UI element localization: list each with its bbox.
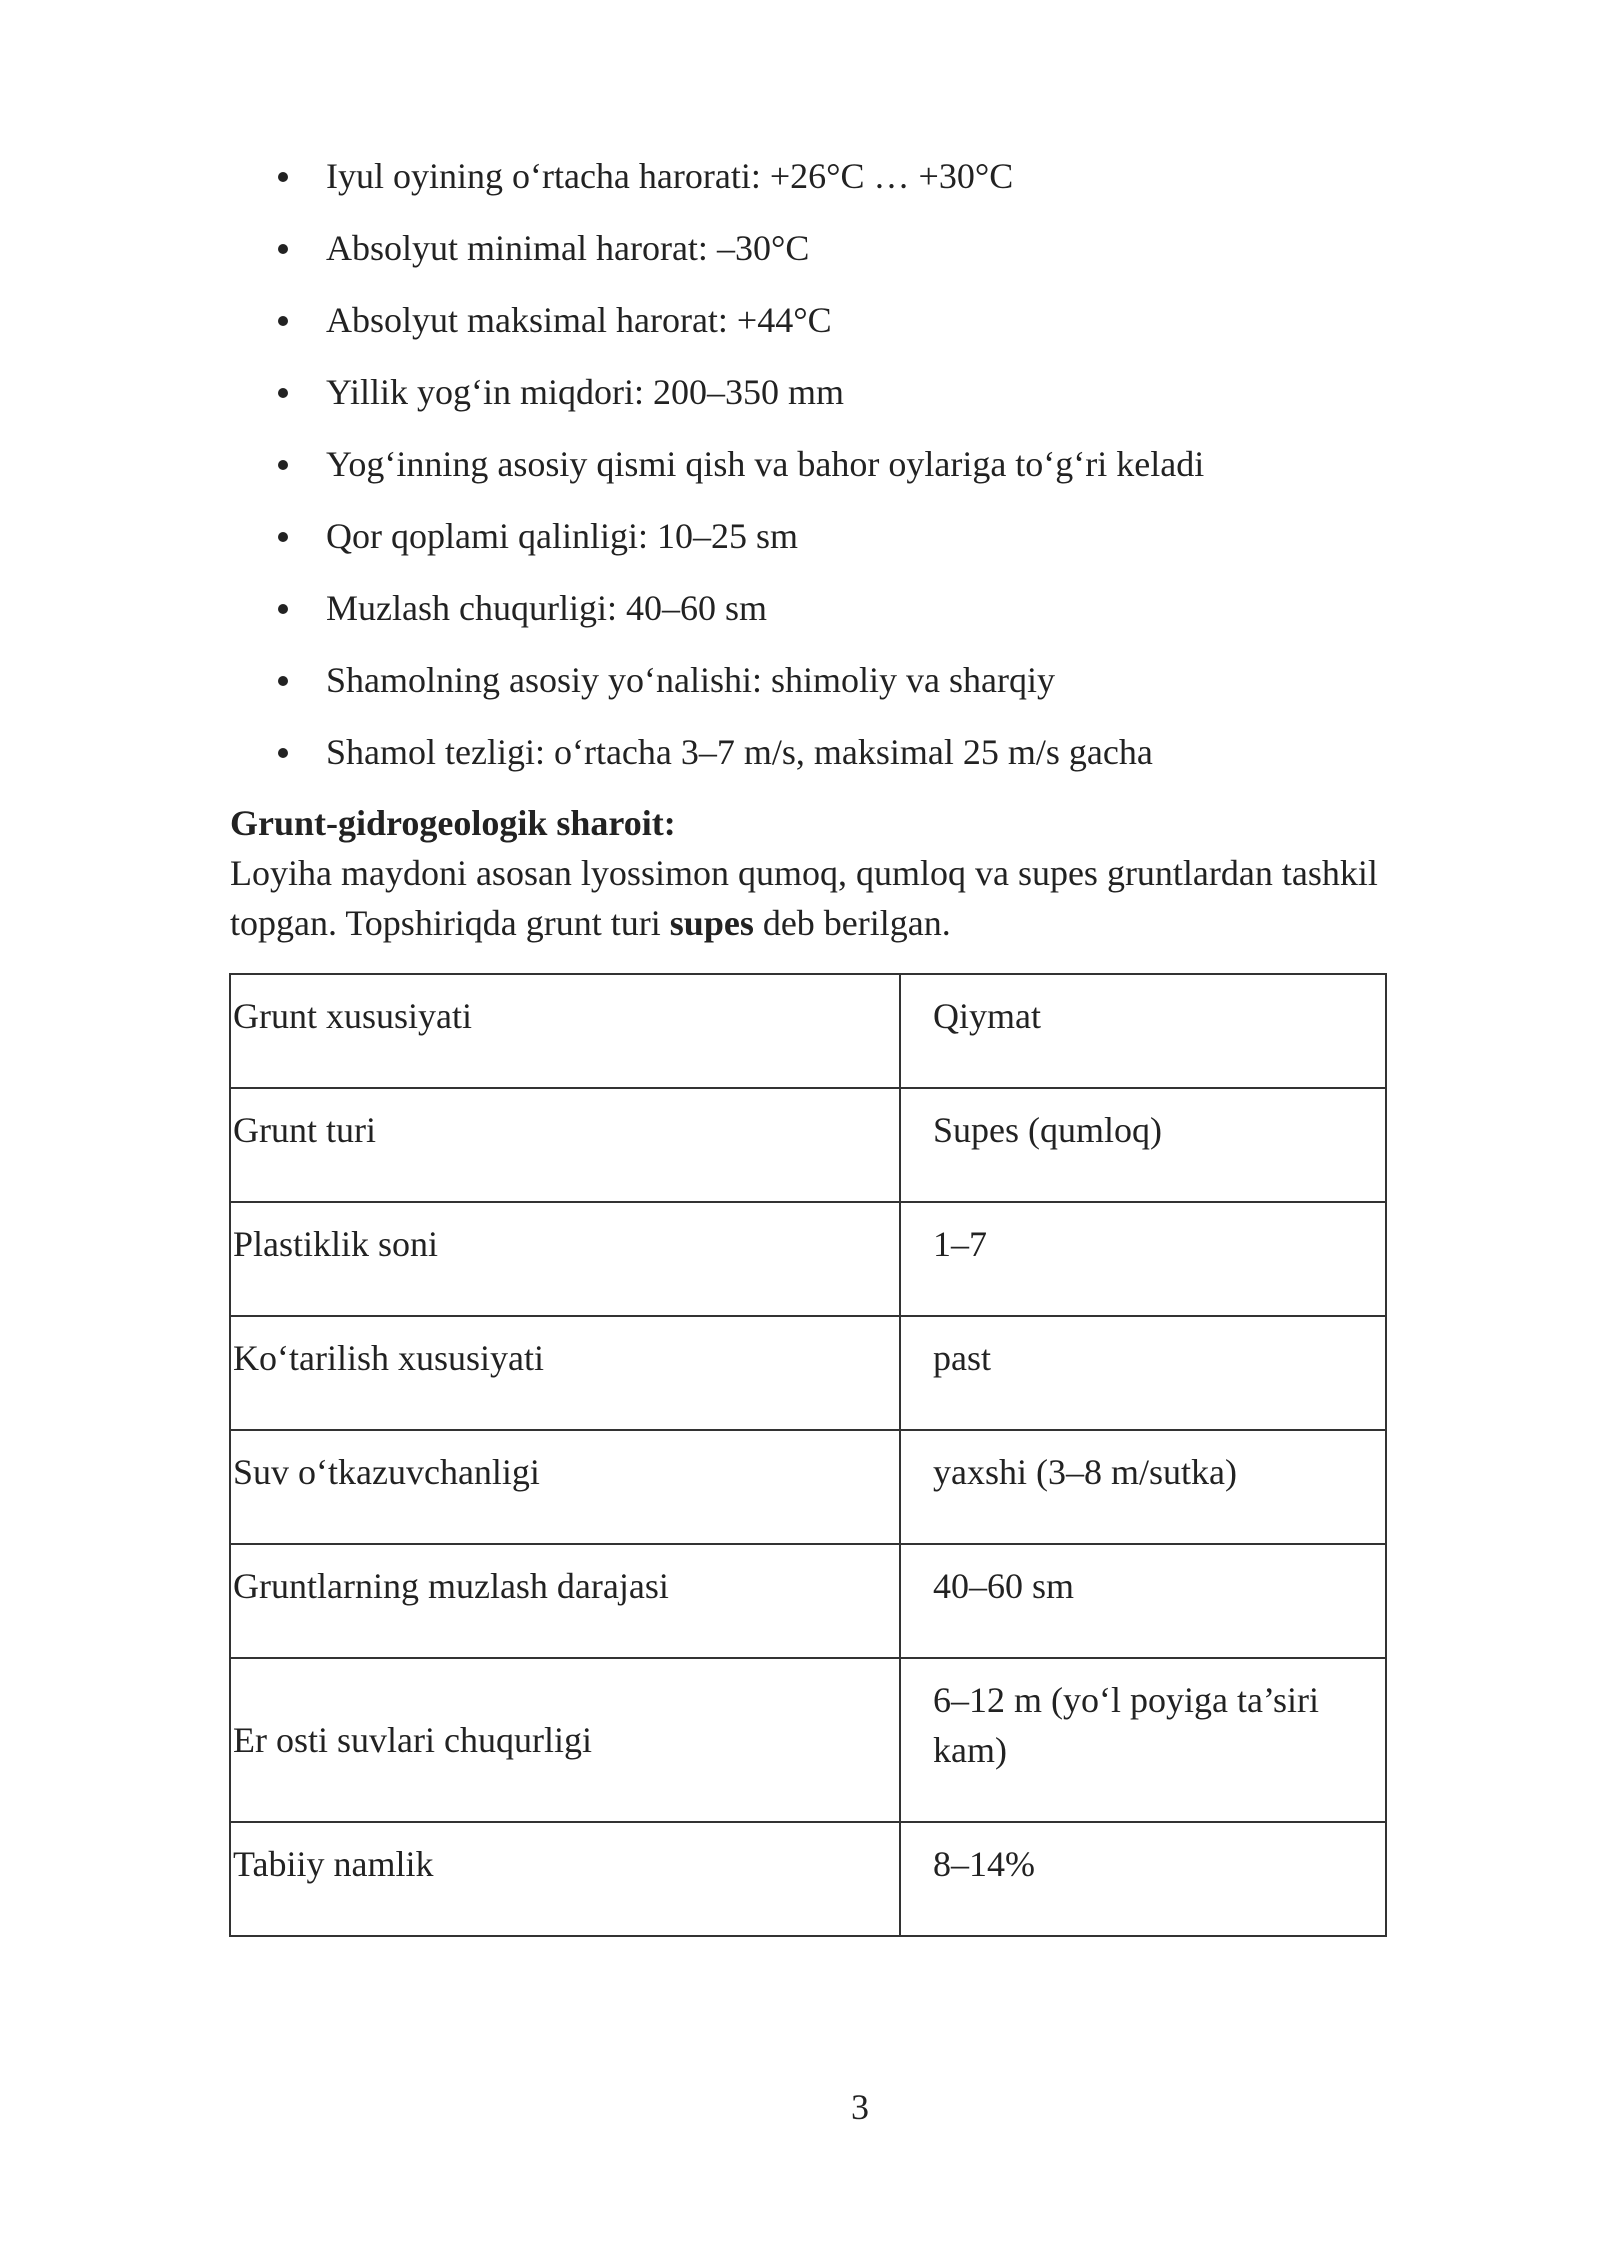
list-item (230, 652, 1430, 724)
bullet-icon (278, 388, 288, 398)
list-item-text: Yillik yog‘in miqdori: 200–350 mm (326, 372, 845, 412)
property-value-cell: past (900, 1316, 1386, 1430)
table-header-cell: Qiymat (900, 974, 1386, 1088)
property-name-cell: Gruntlarning muzlash darajasi (230, 1544, 900, 1658)
intro-text-end: deb berilgan. (753, 903, 951, 943)
property-value-cell: Supes (qumloq) (900, 1088, 1386, 1202)
intro-text-start: Loyiha maydoni asosan lyossimon qumoq, qumloq va supes gruntlardan tashkil topgan. Topshiriqda grunt turi (230, 853, 1378, 943)
soil-properties-table (229, 973, 1387, 1937)
page-number: 3 (851, 2087, 869, 2127)
list-item-text: Shamol tezligi: o‘rtacha 3–7 m/s, maksimal 25 m/s gacha (326, 732, 1153, 772)
table-header-row (230, 974, 1386, 1088)
list-item-text: Muzlash chuqurligi: 40–60 sm (326, 588, 767, 628)
bullet-icon (278, 172, 288, 182)
bullet-icon (278, 316, 288, 326)
property-value-cell: 6–12 m (yo‘l poyiga ta’siri kam) (900, 1658, 1386, 1822)
property-name-cell: Plastiklik soni (230, 1202, 900, 1316)
climate-bullet-list (230, 148, 1430, 796)
property-name-cell: Tabiiy namlik (230, 1822, 900, 1936)
property-value-cell: 40–60 sm (900, 1544, 1386, 1658)
table-row (230, 1658, 1386, 1822)
list-item (230, 364, 1430, 436)
section-heading: Grunt-gidrogeologik sharoit: (230, 803, 676, 843)
list-item (230, 292, 1430, 364)
property-value-cell: yaxshi (3–8 m/sutka) (900, 1430, 1386, 1544)
list-item-text: Iyul oyining o‘rtacha harorati: +26°C … +30°C (326, 156, 1014, 196)
table-row (230, 1088, 1386, 1202)
property-name-cell: Suv o‘tkazuvchanligi (230, 1430, 900, 1544)
table-row (230, 1202, 1386, 1316)
list-item-text: Qor qoplami qalinligi: 10–25 sm (326, 516, 798, 556)
bullet-icon (278, 460, 288, 470)
table-row (230, 1822, 1386, 1936)
list-item-text: Absolyut maksimal harorat: +44°C (326, 300, 832, 340)
list-item-text: Shamolning asosiy yo‘nalishi: shimoliy va sharqiy (326, 660, 1055, 700)
bullet-icon (278, 244, 288, 254)
property-value-cell: 8–14% (900, 1822, 1386, 1936)
list-item (230, 220, 1430, 292)
list-item-text: Yog‘inning asosiy qismi qish va bahor oylariga to‘g‘ri keladi (326, 444, 1205, 484)
intro-paragraph (230, 848, 1470, 948)
property-name-cell: Ko‘tarilish xususiyati (230, 1316, 900, 1430)
list-item-text: Absolyut minimal harorat: –30°C (326, 228, 810, 268)
list-item (230, 580, 1430, 652)
property-name-cell: Grunt turi (230, 1088, 900, 1202)
bullet-icon (278, 532, 288, 542)
bullet-icon (278, 748, 288, 758)
list-item (230, 508, 1430, 580)
list-item (230, 148, 1430, 220)
table-row (230, 1430, 1386, 1544)
bullet-icon (278, 676, 288, 686)
list-item (230, 724, 1430, 796)
table-header-cell: Grunt xususiyati (230, 974, 900, 1088)
property-value-cell: 1–7 (900, 1202, 1386, 1316)
list-item (230, 436, 1430, 508)
bullet-icon (278, 604, 288, 614)
table-row (230, 1544, 1386, 1658)
table-row (230, 1316, 1386, 1430)
intro-bold-term: supes (669, 903, 754, 943)
property-name-cell: Er osti suvlari chuqurligi (230, 1658, 900, 1822)
